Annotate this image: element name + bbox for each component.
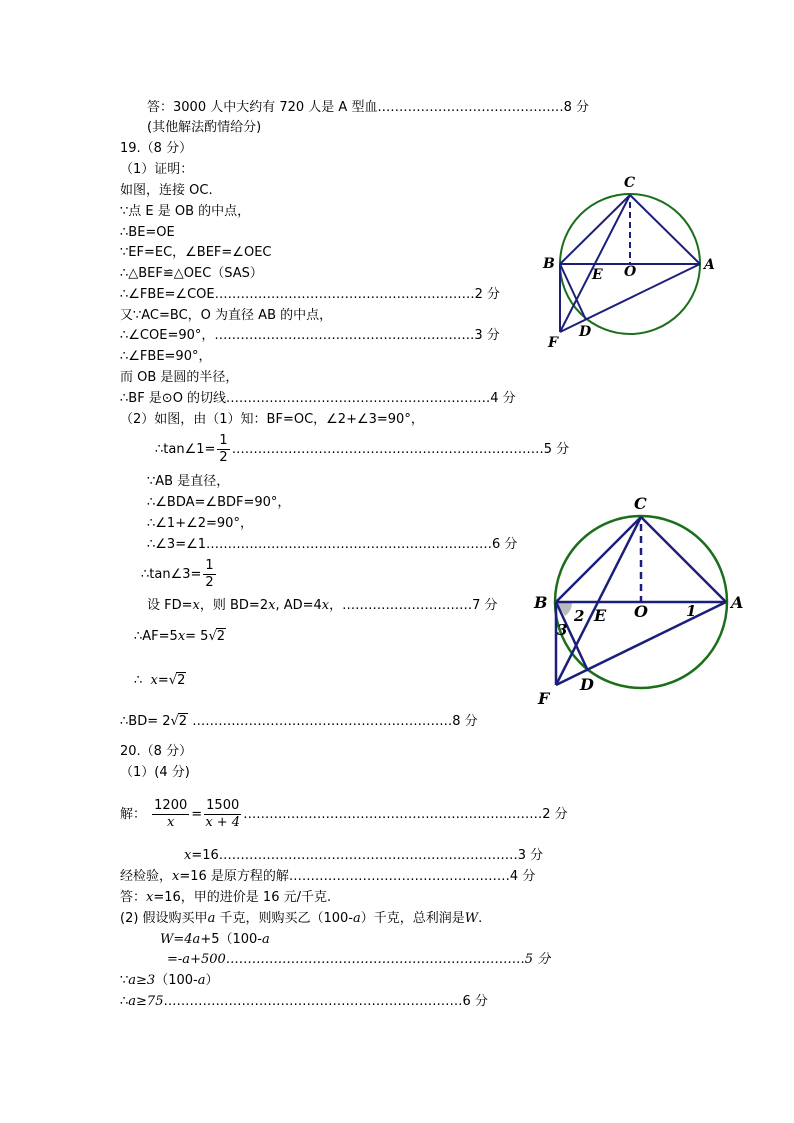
- label-f: F: [538, 689, 550, 708]
- x-line: ∴ x=√2: [134, 673, 186, 688]
- proof-line: ∴∠3=∠1…………………………………………………………6 分: [147, 537, 518, 552]
- proof-line: ∵EF=EC，∠BEF=∠OEC: [120, 245, 272, 260]
- q19-part2: （2）如图，由（1）知：BF=OC，∠2+∠3=90°，: [120, 412, 424, 427]
- label-f: F: [548, 335, 558, 351]
- solve-line: x=16……………………………………………………………3 分: [184, 848, 544, 863]
- geometry-figure-2: [528, 490, 758, 710]
- label-d: D: [579, 324, 592, 340]
- inequality-line: ∴a≥75……………………………………………………………6 分: [120, 994, 488, 1009]
- segment-bd: [560, 264, 586, 320]
- label-e: E: [592, 267, 603, 283]
- answer-line: 答：3000 人中大约有 720 人是 A 型血.……………………………………8 分: [147, 100, 589, 115]
- label-b: B: [543, 256, 555, 272]
- segment-cb: [560, 195, 630, 264]
- proof-line: ∵AB 是直径，: [147, 474, 230, 489]
- fraction-1200: $\frac{1200}{x}$: [154, 798, 188, 830]
- note-line: (其他解法酌情给分): [147, 120, 262, 135]
- label-o: O: [624, 264, 637, 280]
- fraction-half: $\frac{1}{2}$: [219, 433, 228, 465]
- af-line: ∴AF=5x= 5√2: [134, 629, 226, 644]
- label-e: E: [594, 606, 607, 625]
- label-a: A: [704, 257, 715, 273]
- bd-line: ∴BD= 2√2 ……………………………………………………8 分: [120, 714, 478, 729]
- proof-line: ∴∠1+∠2=90°，: [147, 516, 253, 531]
- equation-line: 解： $\frac{1200}{x}$ = $\frac{1500}{x + 4}$ ……………………………………………………………2 分: [120, 798, 568, 830]
- tan3-line: ∴tan∠3= $\frac{1}{2}$: [141, 558, 214, 590]
- proof-line: ∴BF 是⊙O 的切线.……………………………………………………4 分: [120, 391, 516, 406]
- answer-line: 答：x=16，甲的进价是 16 元/千克.: [120, 890, 332, 905]
- fraction-1500: $\frac{1500}{x + 4}$: [205, 798, 241, 830]
- proof-line: ∴∠COE=90°，……………………………………………………3 分: [120, 328, 500, 343]
- proof-line: ∵点 E 是 OB 的中点，: [120, 204, 251, 219]
- label-angle-2: 2: [574, 607, 585, 625]
- fraction-half: $\frac{1}{2}$: [205, 558, 214, 590]
- label-angle-1: 1: [686, 602, 697, 620]
- label-angle-3: 3: [557, 621, 568, 639]
- proof-line: ∴△BEF≌△OEC（SAS）: [120, 266, 263, 281]
- proof-line: 如图，连接 OC.: [120, 183, 213, 198]
- segment-cb: [556, 517, 641, 602]
- label-c: C: [634, 494, 647, 513]
- let-line: 设 FD=x，则 BD=2x, AD=4x，…………………………7 分: [147, 598, 498, 613]
- segment-ca: [630, 195, 700, 264]
- proof-line: 又∵AC=BC，O 为直径 AB 的中点，: [120, 308, 333, 323]
- proof-line: ∴BE=OE: [120, 225, 175, 240]
- geometry-figure-1: [530, 170, 730, 355]
- q20-heading: 20.（8 分）: [120, 744, 193, 759]
- check-line: 经检验，x=16 是原方程的解……………………………………………4 分: [120, 869, 536, 884]
- profit-line: W=4a+5（100-a: [160, 932, 270, 947]
- label-b: B: [534, 593, 548, 612]
- proof-line: ∴∠FBE=∠COE……………………………………………………2 分: [120, 287, 501, 302]
- segment-ca: [641, 517, 726, 602]
- q19-part1: （1）证明：: [120, 162, 194, 177]
- q20-part1: （1）(4 分): [120, 765, 190, 780]
- label-a: A: [731, 593, 744, 612]
- proof-line: ∴∠FBE=90°，: [120, 349, 212, 364]
- profit-line: =-a+500……………………………………………………………5 分: [167, 952, 551, 967]
- label-d: D: [580, 675, 594, 694]
- label-o: O: [634, 602, 648, 621]
- q19-heading: 19.（8 分）: [120, 141, 193, 156]
- proof-line: ∴∠BDA=∠BDF=90°，: [147, 495, 291, 510]
- q20-part2: (2) 假设购买甲a 千克，则购买乙（100-a）千克，总利润是W.: [120, 911, 483, 926]
- label-c: C: [624, 175, 636, 191]
- inequality-line: ∵a≥3（100-a）: [120, 973, 219, 988]
- tan1-line: ∴tan∠1= $\frac{1}{2}$ ………………………………………………………………5 分: [155, 433, 570, 465]
- proof-line: 而 OB 是圆的半径，: [120, 370, 239, 385]
